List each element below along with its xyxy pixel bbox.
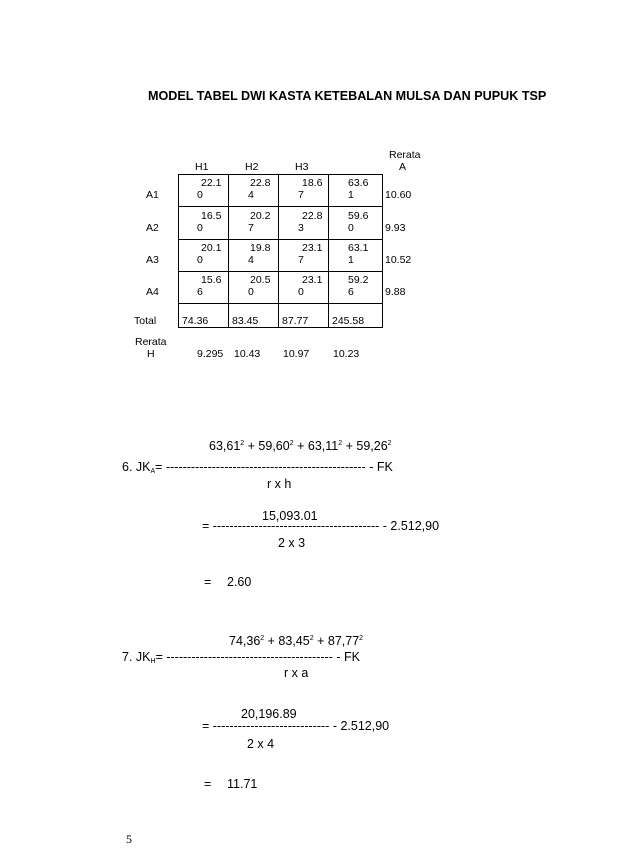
table-top-border <box>178 174 383 175</box>
jka-result-eq: = <box>204 575 212 589</box>
cell: 23.1 <box>302 274 323 286</box>
rerata-h-label-line2: H <box>147 348 155 360</box>
row-divider <box>178 303 383 304</box>
cell: 20.5 <box>250 274 271 286</box>
cell: 0 <box>197 254 203 266</box>
rerata-h-cell: 10.97 <box>283 348 310 360</box>
col-divider <box>278 174 279 327</box>
total-cell: 74.36 <box>182 315 209 327</box>
document-title: MODEL TABEL DWI KASTA KETEBALAN MULSA DAN PUPUK TSP <box>148 89 547 103</box>
row-rerata: 10.60 <box>385 189 412 201</box>
page-number: 5 <box>126 832 132 846</box>
rerata-h-cell: 9.295 <box>197 348 224 360</box>
rerata-h-label-line1: Rerata <box>135 336 167 348</box>
cell: 7 <box>248 222 254 234</box>
cell: 6 <box>348 286 354 298</box>
row-label-a1: A1 <box>146 189 159 201</box>
cell: 16.5 <box>201 210 222 222</box>
jkh-fraction-line: 7. JKH= ---------------------------------------- - FK <box>122 650 360 665</box>
jka-fraction-line: 6. JKA= ------------------------------------------------ - FK <box>122 460 393 475</box>
col-header-h1: H1 <box>195 161 209 173</box>
cell: 22.8 <box>302 210 323 222</box>
cell: 22.8 <box>250 177 271 189</box>
jkh-numerator: $74,36^2 + 83,45^2 + 87,77^2$ <box>229 634 364 648</box>
total-cell: 83.45 <box>232 315 259 327</box>
cell: 63.1 <box>348 242 369 254</box>
col-header-h3: H3 <box>295 161 309 173</box>
cell: 7 <box>298 189 304 201</box>
jkh-denominator: r x a <box>284 666 309 680</box>
cell: 63.6 <box>348 177 369 189</box>
jka-step2-numerator: 15,093.01 <box>262 509 318 523</box>
cell: 22.1 <box>201 177 222 189</box>
cell: 1 <box>348 254 354 266</box>
row-divider <box>178 206 383 207</box>
jkh-step2-line: = ---------------------------- - 2.512,90 <box>202 719 390 733</box>
row-label-a2: A2 <box>146 222 159 234</box>
cell: 0 <box>197 222 203 234</box>
cell: 20.2 <box>250 210 271 222</box>
total-cell: 87.77 <box>282 315 309 327</box>
cell: 18.6 <box>302 177 323 189</box>
cell: 0 <box>348 222 354 234</box>
col-divider <box>382 174 383 327</box>
col-divider <box>228 174 229 327</box>
row-divider <box>178 239 383 240</box>
cell: 4 <box>248 189 254 201</box>
row-label-a4: A4 <box>146 286 159 298</box>
jkh-step2-numerator: 20,196.89 <box>241 707 297 721</box>
rerata-h-cell: 10.23 <box>333 348 360 360</box>
rerata-a-header-line1: Rerata <box>389 149 421 161</box>
row-rerata: 9.88 <box>385 286 406 298</box>
cell: 6 <box>197 286 203 298</box>
jka-step2-denominator: 2 x 3 <box>278 536 306 550</box>
rerata-a-header-line2: A <box>399 161 407 173</box>
jkh-result-eq: = <box>204 777 212 791</box>
cell: 59.6 <box>348 210 369 222</box>
cell: 3 <box>298 222 304 234</box>
row-rerata: 9.93 <box>385 222 406 234</box>
jkh-step2-denominator: 2 x 4 <box>247 737 275 751</box>
total-cell: 245.58 <box>332 315 365 327</box>
cell: 23.1 <box>302 242 323 254</box>
jka-numerator: $63,61^2 + 59,60^2 + 63,11^2 + 59,26^2$ <box>209 439 392 453</box>
cell: 7 <box>298 254 304 266</box>
jka-step2-line: = ---------------------------------------- - 2.512,90 <box>202 519 440 533</box>
row-label-a3: A3 <box>146 254 159 266</box>
total-bottom-border <box>178 327 383 328</box>
total-label: Total <box>134 315 157 327</box>
jka-result: 2.60 <box>227 575 252 589</box>
cell: 1 <box>348 189 354 201</box>
cell: 20.1 <box>201 242 222 254</box>
col-divider <box>328 174 329 327</box>
jkh-result: 11.71 <box>227 777 258 791</box>
cell: 19.8 <box>250 242 271 254</box>
col-divider <box>178 174 179 327</box>
cell: 59.2 <box>348 274 369 286</box>
col-header-h2: H2 <box>245 161 259 173</box>
rerata-h-cell: 10.43 <box>234 348 261 360</box>
row-rerata: 10.52 <box>385 254 412 266</box>
cell: 0 <box>298 286 304 298</box>
cell: 0 <box>197 189 203 201</box>
cell: 0 <box>248 286 254 298</box>
row-divider <box>178 271 383 272</box>
jka-denominator: r x h <box>267 477 292 491</box>
cell: 4 <box>248 254 254 266</box>
cell: 15.6 <box>201 274 222 286</box>
